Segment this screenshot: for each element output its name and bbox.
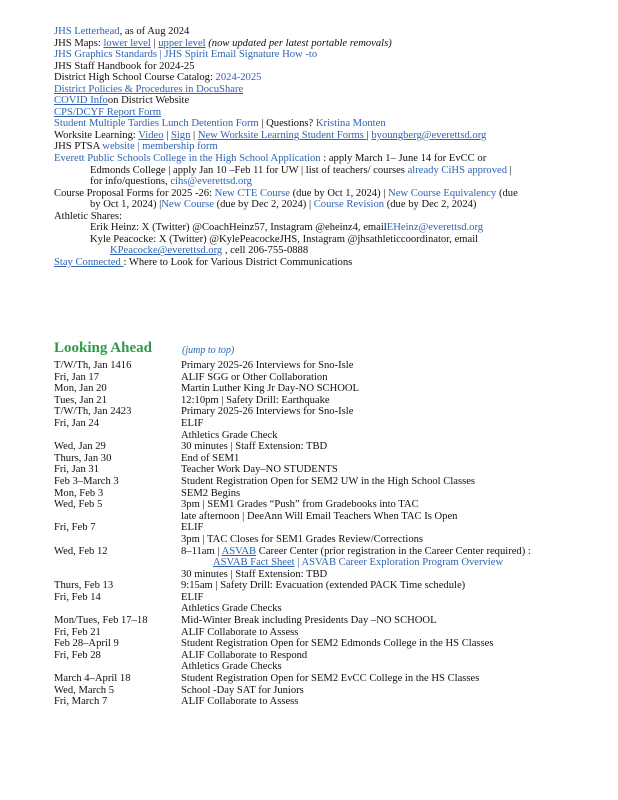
- schedule-row: [54, 522, 614, 534]
- kpeacocke-email-link[interactable]: KPeacocke@everettsd.org: [110, 245, 223, 257]
- schedule-event: ALIF Collaborate to Assess: [181, 696, 299, 708]
- letterhead-line: JHS Letterhead, as of Aug 2024: [54, 26, 190, 37]
- schedule-row: [54, 557, 614, 569]
- schedule-date: Fri, Feb 28: [54, 649, 101, 661]
- staff-handbook-line: JHS Staff Handbook for 2024-25: [54, 60, 195, 72]
- byoungberg-email-link[interactable]: byoungberg@everettsd.org: [371, 129, 487, 141]
- schedule-row: [54, 372, 614, 384]
- cihs-approved-link[interactable]: already CiHS approved: [407, 164, 508, 176]
- schedule-row: [54, 592, 614, 604]
- ptsa-website-link[interactable]: website: [102, 141, 135, 153]
- schedule-date: Feb 28–April 9: [54, 638, 119, 650]
- asvab-overview-link[interactable]: ASVAB Career Exploration Program Overview: [301, 557, 504, 569]
- schedule-date: T/W/Th, Jan 2423: [54, 406, 132, 418]
- cihs-line: Everett Public Schools College in the High School Application : apply March 1– June 14 for EvCC or: [54, 153, 487, 165]
- graphics-line: JHS Graphics Standards | JHS Spirit Email Signature How -to: [54, 49, 318, 61]
- schedule-date: Mon, Feb 3: [54, 487, 104, 499]
- worksite-video-link[interactable]: Video: [138, 129, 164, 141]
- looking-ahead-title: Looking Ahead: [54, 340, 152, 356]
- schedule-row: [54, 661, 614, 673]
- covid-info-link[interactable]: COVID Info: [54, 95, 108, 107]
- schedule-row: [54, 615, 614, 627]
- schedule-date: Wed, Jan 29: [54, 441, 106, 453]
- schedule-row: [54, 638, 614, 650]
- schedule-event: ALIF SGG or Other Collaboration: [181, 371, 328, 383]
- ptsa-line: JHS PTSA website | membership form: [54, 141, 218, 153]
- schedule-event: Student Registration Open for SEM2 EvCC College in the HS Classes: [181, 673, 480, 685]
- schedule-date: [54, 430, 181, 442]
- schedule-row: [54, 476, 614, 488]
- kristina-monten-link[interactable]: Kristina Monten: [315, 118, 386, 130]
- schedule-event: Teacher Work Day–NO STUDENTS: [181, 464, 338, 476]
- schedule-event: Student Registration Open for SEM2 Edmonds College in the HS Classes: [181, 638, 494, 650]
- covid-line: COVID Infoon District Website: [54, 95, 190, 107]
- cihs-line-3: for info/questions, cihs@everettsd.org: [90, 176, 252, 188]
- schedule-event: late afternoon | DeeAnn Will Email Teachers When TAC Is Open: [181, 510, 458, 522]
- maps-line: JHS Maps: lower level | upper level (now updated per latest portable removals): [54, 37, 392, 49]
- schedule-date: [54, 661, 181, 673]
- schedule-row: [54, 696, 614, 708]
- schedule-event: ELIF: [181, 591, 204, 603]
- resource-links: [54, 26, 574, 268]
- schedule-date: Fri, Feb 7: [54, 522, 96, 534]
- asvab-link[interactable]: ASVAB Fact Sheet: [213, 557, 295, 569]
- cihs-email-link[interactable]: cihs@everettsd.org: [170, 176, 252, 188]
- schedule-date: Mon/Tues, Feb 17–18: [54, 615, 148, 627]
- schedule-date: Tues, Jan 21: [54, 394, 107, 406]
- schedule-date: [54, 534, 181, 546]
- upper-level-map-link[interactable]: upper level: [158, 37, 206, 49]
- schedule-event: 30 minutes | Staff Extension: TBD: [181, 568, 328, 580]
- schedule-date: Fri, Jan 17: [54, 371, 100, 383]
- schedule-event: SEM2 Begins: [181, 487, 241, 499]
- schedule-date: Feb 3–March 3: [54, 475, 119, 487]
- schedule-date: [54, 569, 181, 581]
- eheinz-email-link[interactable]: EHeinz@everettsd.org: [386, 222, 484, 234]
- schedule-event: ELIF: [181, 522, 204, 534]
- email-signature-link[interactable]: JHS Spirit Email Signature How -to: [164, 49, 318, 61]
- schedule-row: [54, 488, 614, 500]
- kyle-peacocke-line: Kyle Peacocke: X (Twitter) @KylePeacockeJHS, Instagram @jhsathleticcoordinator, email: [90, 233, 479, 245]
- schedule-row: [54, 441, 614, 453]
- schedule-date: Mon, Jan 20: [54, 383, 107, 395]
- schedule-row: [54, 673, 614, 685]
- schedule-date: Wed, Feb 12: [54, 545, 108, 557]
- schedule-row: [54, 430, 614, 442]
- schedule-date: Wed, Feb 5: [54, 499, 103, 511]
- schedule-row: [54, 406, 614, 418]
- schedule-date: T/W/Th, Jan 1416: [54, 360, 132, 371]
- schedule-date: Wed, March 5: [54, 684, 115, 696]
- new-course-link[interactable]: New Course: [161, 199, 214, 211]
- tardies-line: Student Multiple Tardies Lunch Detention Form | Questions? Kristina Monten: [54, 118, 386, 130]
- course-catalog-link[interactable]: 2024-2025: [215, 72, 262, 84]
- jump-to-top-link[interactable]: (jump to top): [182, 345, 235, 356]
- schedule-row: [54, 534, 614, 546]
- looking-ahead-heading: [54, 340, 235, 357]
- schedule-event: ASVAB Fact Sheet | ASVAB Career Exploration Program Overview: [213, 557, 504, 569]
- schedule-row: [54, 383, 614, 395]
- erik-heinz-line: Erik Heinz: X (Twitter) @CoachHeinz57, Instagram @eheinz4, emailEHeinz@everettsd.org: [90, 222, 484, 234]
- schedule-date: March 4–April 18: [54, 673, 131, 685]
- schedule-event: 3pm | TAC Closes for SEM1 Grades Review/Corrections: [181, 533, 424, 545]
- district-policies-link[interactable]: District Policies & Procedures in DocuShare: [54, 83, 244, 95]
- schedule-row: [54, 360, 614, 372]
- worksite-sign-link[interactable]: Sign: [170, 129, 191, 141]
- schedule-row: [54, 569, 614, 581]
- schedule-row: [54, 511, 614, 523]
- schedule-event: End of SEM1: [181, 452, 240, 464]
- course-revision-link[interactable]: Course Revision: [313, 199, 385, 211]
- schedule-date: Fri, Jan 24: [54, 417, 100, 429]
- athletic-shares-label: Athletic Shares:: [54, 210, 122, 222]
- schedule-event: Martin Luther King Jr Day-NO SCHOOL: [181, 383, 360, 395]
- stay-connected-link[interactable]: Stay Connected: [54, 256, 124, 268]
- schedule-event: Athletics Grade Check: [181, 429, 278, 441]
- schedule-date: Fri, March 7: [54, 696, 108, 708]
- asvab-link[interactable]: ASVAB: [221, 545, 257, 557]
- schedule-row: [54, 464, 614, 476]
- schedule-date: Fri, Jan 31: [54, 464, 100, 476]
- cihs-application-link[interactable]: Everett Public Schools College in the High School Application: [54, 153, 321, 165]
- ptsa-membership-link[interactable]: membership form: [142, 141, 218, 153]
- schedule-row: [54, 395, 614, 407]
- schedule-date: [54, 511, 181, 523]
- schedule-date: [54, 557, 181, 569]
- schedule-event: 12:10pm | Safety Drill: Earthquake: [181, 394, 330, 406]
- cihs-line-2: Edmonds College | apply Jan 10 –Feb 11 for UW | list of teachers/ courses already CiHS approved |: [90, 164, 512, 176]
- schedule-event: ALIF Collaborate to Respond: [181, 649, 308, 661]
- graphics-standards-link[interactable]: JHS Graphics Standards: [54, 49, 157, 61]
- schedule-row: [54, 650, 614, 662]
- schedule-row: [54, 580, 614, 592]
- schedule-event: 8–11am | ASVAB Career Center (prior registration in the Career Center required) :: [181, 545, 531, 557]
- schedule-row: [54, 453, 614, 465]
- schedule-event: School -Day SAT for Juniors: [181, 684, 304, 696]
- schedule-event: Primary 2025-26 Interviews for Sno-Isle: [181, 406, 354, 418]
- schedule-event: ALIF Collaborate to Assess: [181, 626, 299, 638]
- schedule-event: Primary 2025-26 Interviews for Sno-Isle: [181, 360, 354, 371]
- course-proposal-line: Course Proposal Forms for 2025 -26: New CTE Course (due by Oct 1, 2024) | New Course Equivalency (due: [54, 187, 518, 199]
- schedule-event: 9:15am | Safety Drill: Evacuation (extended PACK Time schedule): [181, 580, 466, 592]
- tardies-form-link[interactable]: Student Multiple Tardies Lunch Detention Form: [54, 118, 259, 130]
- new-course-equivalency-link[interactable]: New Course Equivalency: [388, 187, 497, 199]
- schedule-date: Fri, Feb 21: [54, 626, 101, 638]
- schedule-date: Fri, Feb 14: [54, 591, 101, 603]
- lower-level-map-link[interactable]: lower level: [103, 37, 151, 49]
- schedule-event: Student Registration Open for SEM2 UW in the High School Classes: [181, 475, 476, 487]
- course-catalog-line: District High School Course Catalog: 2024-2025: [54, 72, 262, 84]
- schedule-row: [54, 627, 614, 639]
- schedule-event: ELIF: [181, 417, 204, 429]
- schedule-event: 30 minutes | Staff Extension: TBD: [181, 441, 328, 453]
- schedule-row: [54, 418, 614, 430]
- schedule-date: Thurs, Feb 13: [54, 580, 114, 592]
- schedule-row: [54, 685, 614, 697]
- worksite-line: Worksite Learning: Video | Sign | New Worksite Learning Student Forms | byoungberg@everettsd.org: [54, 129, 487, 141]
- kyle-peacocke-line-2: KPeacocke@everettsd.org , cell 206-755-0888: [110, 245, 309, 257]
- worksite-forms-link[interactable]: New Worksite Learning Student Forms: [197, 129, 367, 141]
- schedule-event: Mid-Winter Break including Presidents Day –NO SCHOOL: [181, 615, 437, 627]
- cps-report-form-link[interactable]: CPS/DCYF Report Form: [54, 106, 162, 118]
- schedule-row: [54, 603, 614, 615]
- stay-connected-line: Stay Connected : Where to Look for Various District Communications: [54, 256, 353, 268]
- letterhead-link[interactable]: JHS Letterhead: [54, 26, 120, 37]
- schedule-list: [54, 360, 614, 708]
- schedule-event: Athletics Grade Checks: [181, 661, 282, 673]
- new-cte-course-link[interactable]: New CTE Course: [214, 187, 290, 199]
- course-proposal-line-2: by Oct 1, 2024) |New Course (due by Dec 2, 2024) | Course Revision (due by Dec 2, 2024): [90, 199, 477, 211]
- schedule-row: [54, 546, 614, 558]
- schedule-date: [54, 603, 181, 615]
- schedule-date: Thurs, Jan 30: [54, 452, 112, 464]
- schedule-row: [54, 499, 614, 511]
- schedule-event: 3pm | SEM1 Grades “Push” from Gradebooks into TAC: [181, 499, 419, 511]
- schedule-event: Athletics Grade Checks: [181, 603, 282, 615]
